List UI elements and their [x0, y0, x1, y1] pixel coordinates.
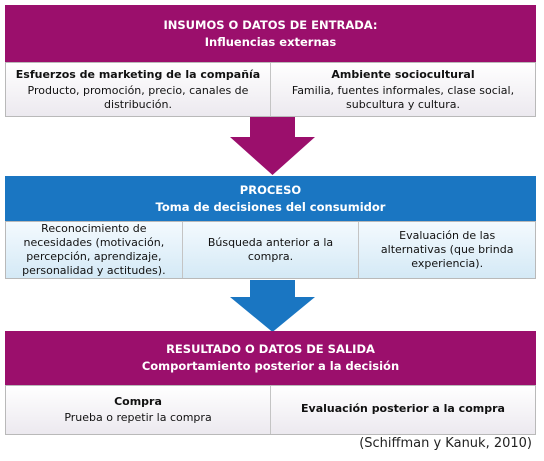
sociocultural-title: Ambiente sociocultural [331, 67, 475, 81]
citation: (Schiffman y Kanuk, 2010) [359, 436, 532, 451]
sociocultural-text: Familia, fuentes informales, clase social, subcultura y cultura. [291, 83, 515, 111]
down-arrow-purple [230, 117, 315, 175]
output-title: RESULTADO O DATOS DE SALIDA [166, 342, 375, 356]
process-subtitle: Toma de decisiones del consumidor [155, 199, 386, 214]
process-header [5, 176, 536, 221]
input-header [5, 5, 536, 62]
input-subtitle: Influencias externas [204, 34, 337, 49]
alternatives-evaluation-cell: Evaluación de las alternativas (que brinda experiencia). [358, 222, 535, 278]
sociocultural-cell [270, 63, 535, 116]
input-title: INSUMOS O DATOS DE ENTRADA: [163, 17, 378, 32]
postpurchase-evaluation-cell [270, 386, 535, 434]
marketing-efforts-title: Esfuerzos de marketing de la compañía [15, 67, 261, 81]
output-subtitle: Comportamiento posterior a la decisión [141, 359, 400, 373]
purchase-title: Compra [114, 395, 162, 408]
output-row [5, 385, 536, 435]
purchase-text: Prueba o repetir la compra [64, 411, 212, 424]
process-title: PROCESO [239, 182, 302, 197]
need-recognition-cell: Reconocimiento de necesidades (motivación, percepción, aprendizaje, personalidad y actitudes). [22, 222, 166, 277]
output-header [5, 331, 536, 385]
down-arrow-blue [230, 280, 315, 332]
marketing-efforts-text: Producto, promoción, precio, canales de distribución. [27, 83, 249, 111]
prepurchase-search-cell: Búsqueda anterior a la compra. [182, 222, 359, 278]
process-row [5, 221, 536, 279]
postpurchase-evaluation-title: Evaluación posterior a la compra [301, 402, 505, 415]
purchase-cell [6, 386, 270, 434]
input-row [5, 62, 536, 117]
marketing-efforts-cell [6, 63, 270, 116]
